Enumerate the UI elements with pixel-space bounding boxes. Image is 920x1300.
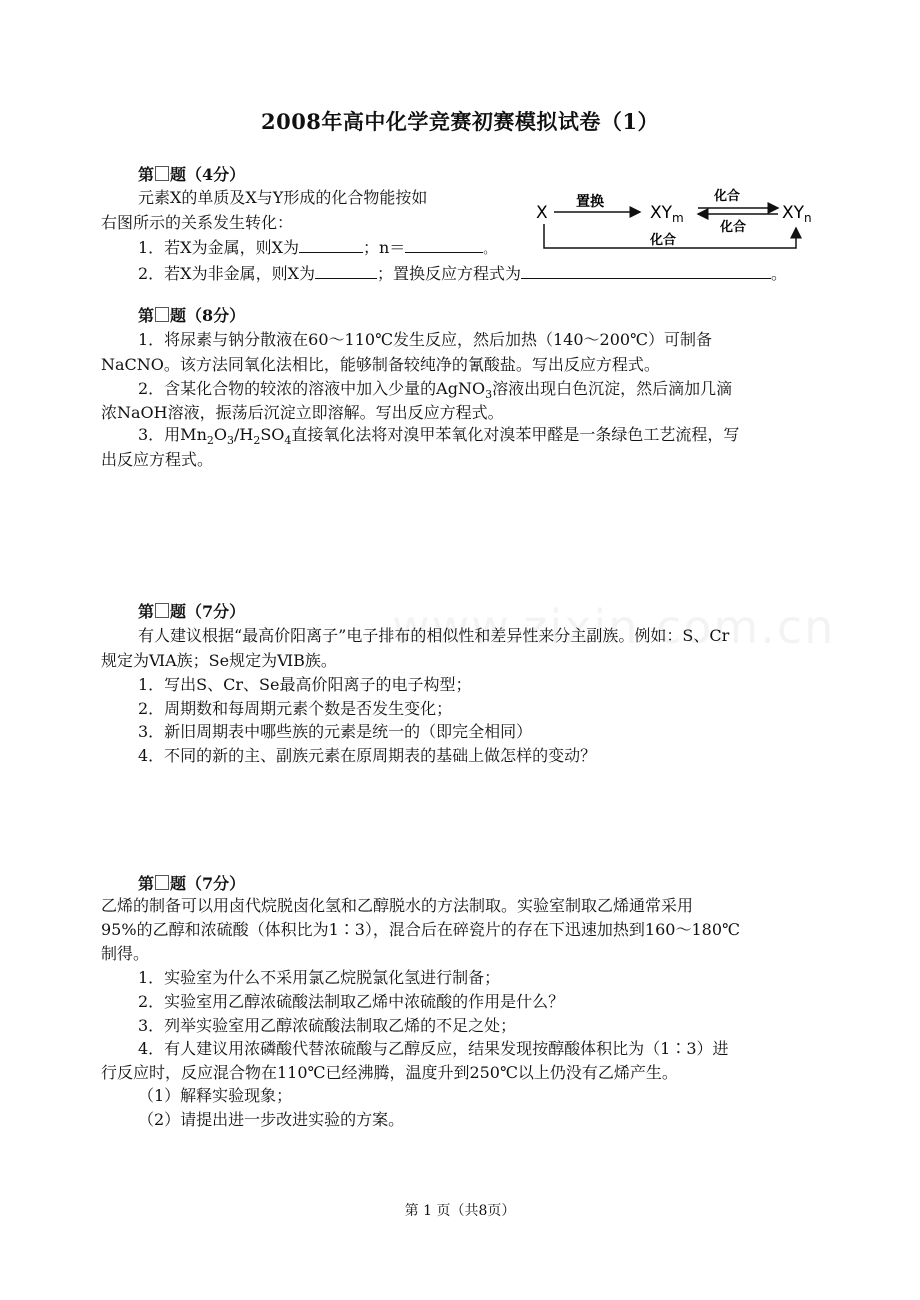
question-number-box bbox=[155, 307, 169, 322]
q3-line-1: 有人建议根据“最高价阳离子”电子排布的相似性和差异性来分主副族。例如：S、Cr bbox=[138, 626, 730, 645]
q1-item-2: 2．若X为非金属，则X为 ；置换反应方程式为 。 bbox=[138, 264, 787, 283]
question-number-box bbox=[155, 875, 169, 890]
q4-line-7: 4．有人建议用浓磷酸代替浓硫酸与乙醇反应，结果发现按醇酸体积比为（1∶3）进 bbox=[138, 1039, 729, 1058]
diagram-xym-label: $XY_m$ bbox=[650, 203, 684, 225]
q4-line-5: 2．实验室用乙醇浓硫酸法制取乙烯中浓硫酸的作用是什么？ bbox=[138, 992, 565, 1011]
q4-line-9: （1）解释实验现象； bbox=[138, 1086, 293, 1105]
combine-label-top: 化合 bbox=[714, 189, 741, 204]
q1-intro-1: 元素X的单质及X与Y形成的化合物能按如 bbox=[138, 188, 428, 207]
q2-line-3: 2．含某化合物的较浓的溶液中加入少量的AgNO$_3$溶液出现白色沉淀，然后滴加几滴 bbox=[138, 379, 733, 402]
q4-heading: 第 题（7分） bbox=[138, 874, 246, 893]
q4-line-4: 1．实验室为什么不采用氯乙烷脱氯化氢进行制备； bbox=[138, 968, 501, 987]
q3-line-2: 规定为ⅥA族；Se规定为ⅥB族。 bbox=[101, 651, 337, 670]
replace-label: 置换 bbox=[576, 194, 604, 210]
combine-label-mid: 化合 bbox=[720, 220, 747, 235]
q3-line-4: 2．周期数和每周期元素个数是否发生变化； bbox=[138, 699, 453, 718]
question-number-box bbox=[155, 166, 169, 181]
answer-blank[interactable] bbox=[521, 262, 771, 279]
q4-line-8: 行反应时，反应混合物在110℃已经沸腾，温度升到250℃以上仍没有乙烯产生。 bbox=[101, 1063, 678, 1082]
diagram-x-label: X bbox=[536, 203, 548, 223]
q3-heading: 第 题（7分） bbox=[138, 602, 246, 621]
combine-label-bottom: 化合 bbox=[650, 233, 677, 248]
page-footer: 第 1 页（共8页） bbox=[404, 1203, 516, 1219]
q2-line-5: 3．用$Mn_2O_3/H_2SO_4$直接氧化法将对溴甲苯氧化对溴苯甲醛是一条绿色工艺流程，写 bbox=[138, 425, 740, 448]
q1-conversion-diagram bbox=[530, 184, 830, 256]
q4-line-1: 乙烯的制备可以用卤代烷脱卤化氢和乙醇脱水的方法制取。实验室制取乙烯通常采用 bbox=[101, 896, 694, 915]
q2-heading: 第 题（8分） bbox=[138, 306, 246, 325]
answer-blank[interactable] bbox=[299, 236, 363, 253]
q2-line-6: 出反应方程式。 bbox=[101, 450, 214, 469]
q4-line-2: 95%的乙醇和浓硫酸（体积比为1∶3），混合后在碎瓷片的存在下迅速加热到160～180℃ bbox=[101, 920, 740, 939]
q2-line-4: 浓NaOH溶液，振荡后沉淀立即溶解。写出反应方程式。 bbox=[101, 403, 504, 422]
q4-line-3: 制得。 bbox=[101, 944, 150, 963]
q4-line-10: （2）请提出进一步改进实验的方案。 bbox=[138, 1110, 405, 1129]
q1-heading: 第 题（4分） bbox=[138, 165, 246, 184]
answer-blank[interactable] bbox=[315, 262, 377, 279]
q4-line-6: 3．列举实验室用乙醇浓硫酸法制取乙烯的不足之处； bbox=[138, 1016, 517, 1035]
q3-line-6: 4．不同的新的主、副族元素在原周期表的基础上做怎样的变动？ bbox=[138, 746, 597, 765]
q3-line-5: 3．新旧周期表中哪些族的元素是统一的（即完全相同） bbox=[138, 722, 533, 741]
q1-intro-2: 右图所示的关系发生转化： bbox=[101, 213, 294, 232]
q2-line-1: 1．将尿素与钠分散液在60～110℃发生反应，然后加热（140～200℃）可制备 bbox=[138, 330, 712, 349]
question-number-box bbox=[155, 603, 169, 618]
q1-item-1: 1．若X为金属，则X为 ；n＝ 。 bbox=[138, 238, 496, 257]
q3-line-3: 1．写出S、Cr、Se最高价阳离子的电子构型； bbox=[138, 675, 472, 694]
q2-line-2: NaCNO。该方法同氧化法相比，能够制备较纯净的氰酸盐。写出反应方程式。 bbox=[101, 355, 660, 374]
page-title: 2008年高中化学竞赛初赛模拟试卷（1） bbox=[260, 109, 660, 134]
diagram-xyn-label: $XY_n$ bbox=[782, 203, 812, 225]
answer-blank[interactable] bbox=[405, 236, 483, 253]
